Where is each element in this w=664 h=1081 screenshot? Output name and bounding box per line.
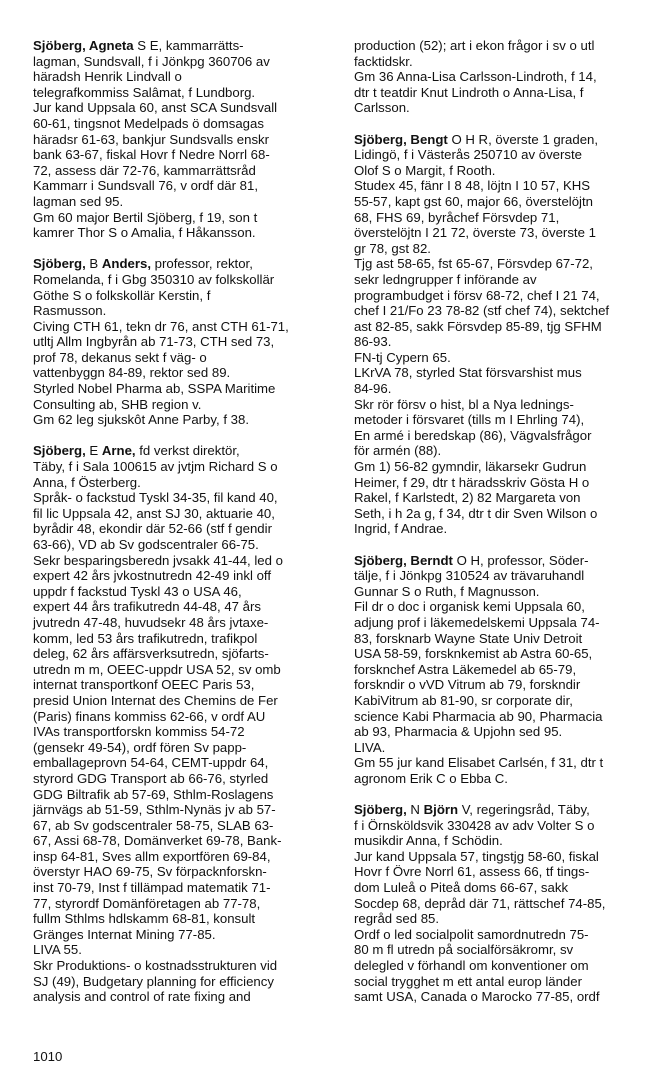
entry-name: Sjöberg, bbox=[33, 256, 86, 272]
entry-name: Sjöberg, bbox=[354, 802, 407, 818]
right-column bbox=[354, 38, 646, 1020]
entry-line: agronom Erik C o Ebba C. bbox=[354, 770, 508, 786]
entry-line: Gm 55 jur kand Elisabet Carlsén, f 31, dtr t bbox=[354, 755, 604, 771]
entry-line: GDG Biltrafik ab 57-69, Sthlm-Roslagens bbox=[33, 786, 274, 802]
entry-line: kamrer Thor S o Amalia, f Håkansson. bbox=[33, 225, 256, 241]
entry-line: programbudget i försv 68-72, chef I 21 74, bbox=[354, 287, 600, 303]
entry-line: utltj Allm Ingbyrån ab 71-73, CTH sed 73, bbox=[33, 334, 275, 350]
entry-line: Kammarr i Sundsvall 76, v ordf där 81, bbox=[33, 178, 259, 194]
entry-line: Jur kand Uppsala 57, tingstjg 58-60, fiskal bbox=[354, 848, 599, 864]
entry-name: Anders, bbox=[101, 256, 151, 272]
entry-line: Täby, f i Sala 100615 av jvtjm Richard S o bbox=[33, 459, 278, 475]
entry-line: 55-57, kapt gst 60, major 66, överstelöjtn bbox=[354, 193, 593, 209]
entry-line: Seth, i h 2a g, f 34, dtr t dir Sven Wilson o bbox=[354, 505, 598, 521]
entry-line: Rakel, f Karlstedt, 2) 82 Margareta von bbox=[354, 490, 581, 506]
entry-line: sekr ledngrupper f införande av bbox=[354, 271, 537, 287]
entry-text: V, regeringsråd, Täby, bbox=[458, 802, 590, 818]
entry-text: E bbox=[85, 443, 102, 459]
entry-line: byrådir 48, ekondir där 52-66 (stf f gendir bbox=[33, 521, 272, 537]
entry-line: LKrVA 78, styrled Stat försvarshist mus bbox=[354, 365, 582, 381]
entry-line: gr 78, gst 82. bbox=[354, 240, 431, 256]
entry-line: överstyr HAO 69-75, Sv förpacknforskn- bbox=[33, 864, 267, 880]
entry-line: Lidingö, f i Västerås 250710 av överste bbox=[354, 147, 582, 163]
entry-name: Björn bbox=[423, 802, 459, 818]
entry-line: 67, Assi 68-78, Domänverket 69-78, Bank- bbox=[33, 833, 282, 849]
biography-entry bbox=[354, 38, 646, 116]
entry-line: Anna, f Österberg. bbox=[33, 474, 141, 490]
entry-line: Carlsson. bbox=[354, 100, 410, 116]
entry-line: En armé i beredskap (86), Vägvalsfrågor bbox=[354, 427, 592, 443]
entry-line: 72, assess där 72-76, kammarrättsråd bbox=[33, 162, 256, 178]
entry-line: vattenbyggn 84-89, rektor sed 89. bbox=[33, 365, 231, 381]
entry-line: production (52); art i ekon frågor i sv o utl bbox=[354, 38, 595, 53]
entry-line: uppdr f fackstud Tyskl 43 o USA 46, bbox=[33, 583, 242, 599]
entry-line: Romelanda, f i Gbg 350310 av folkskollär bbox=[33, 271, 275, 287]
biography-entry bbox=[354, 132, 646, 537]
entry-line: dom Luleå o Piteå doms 66-67, sakk bbox=[354, 880, 569, 896]
entry-line: emballageprovn 54-64, CEMT-uppdr 64, bbox=[33, 755, 269, 771]
entry-line: forsknchef Astra Läkemedel ab 65-79, bbox=[354, 661, 577, 677]
entry-line: häradsh Henrik Lindvall o bbox=[33, 69, 182, 85]
entry-line: lagman, Sundsvall, f i Jönkpg 360706 av bbox=[33, 53, 270, 69]
entry-line: metoder i försvaret (tills m I Ehrling 74), bbox=[354, 412, 585, 428]
entry-line: chef I 21/Fo 23 78-82 (stf chef 74), sektchef bbox=[354, 303, 610, 319]
entry-line: Gm 1) 56-82 gymndir, läkarsekr Gudrun bbox=[354, 459, 587, 475]
entry-line: USA 58-59, forsknkemist ab Astra 60-65, bbox=[354, 646, 593, 662]
entry-line: fil lic Uppsala 42, anst SJ 30, aktuarie 40, bbox=[33, 505, 275, 521]
entry-line bbox=[354, 132, 646, 148]
entry-line: komm, led 53 års trafikutredn, trafikpol bbox=[33, 630, 258, 646]
entry-line: ab 93, Pharmacia & Upjohn sed 95. bbox=[354, 724, 563, 740]
entry-line: KabiVitrum ab 81-90, sr corporate dir, bbox=[354, 692, 573, 708]
entry-line: för armén (88). bbox=[354, 443, 442, 459]
entry-line: forskndir o vVD Vitrum ab 79, forskndir bbox=[354, 677, 581, 693]
biography-entry bbox=[33, 256, 325, 428]
entry-line: Olof S o Margit, f Rooth. bbox=[354, 162, 496, 178]
entry-line: Hovr f Övre Norrl 61, assess 66, tf tings- bbox=[354, 864, 590, 880]
entry-line: Styrled Nobel Pharma ab, SSPA Maritime bbox=[33, 381, 276, 397]
entry-line: facktidskr. bbox=[354, 53, 413, 69]
entry-line: Språk- o fackstud Tyskl 34-35, fil kand 40, bbox=[33, 490, 278, 506]
entry-text: B bbox=[85, 256, 102, 272]
entry-line: Socdep 68, depråd där 71, rättschef 74-85, bbox=[354, 895, 606, 911]
entry-text: fd verkst direktör, bbox=[135, 443, 240, 459]
entry-line bbox=[33, 256, 325, 272]
entry-line: styrord GDG Transport ab 66-76, styrled bbox=[33, 770, 269, 786]
entry-line: Göthe S o folkskollär Kerstin, f bbox=[33, 287, 211, 303]
entry-line: Gm 62 leg sjukskôt Anne Parby, f 38. bbox=[33, 412, 249, 428]
entry-line: bank 63-67, fiskal Hovr f Nedre Norrl 68- bbox=[33, 147, 270, 163]
entry-line: regråd sed 85. bbox=[354, 911, 440, 927]
entry-line: telegrafkommiss Salâmat, f Lundborg. bbox=[33, 84, 256, 100]
entry-line: Consulting ab, SHB region v. bbox=[33, 396, 202, 412]
entry-line: 86-93. bbox=[354, 334, 392, 350]
entry-line: Civing CTH 61, tekn dr 76, anst CTH 61-71, bbox=[33, 318, 289, 334]
entry-line: expert 42 års jvkostnutredn 42-49 inkl off bbox=[33, 568, 271, 584]
entry-line: LIVA. bbox=[354, 739, 386, 755]
entry-line: Gm 60 major Bertil Sjöberg, f 19, son t bbox=[33, 209, 258, 225]
entry-line: 67, ab Sv godscentraler 58-75, SLAB 63- bbox=[33, 817, 274, 833]
entry-line: adjung prof i läkemedelskemi Uppsala 74- bbox=[354, 614, 600, 630]
entry-line bbox=[354, 802, 646, 818]
entry-line: 77, styrordf Domänföretagen ab 77-78, bbox=[33, 895, 261, 911]
entry-line: prof 78, dekanus sekt f väg- o bbox=[33, 349, 207, 365]
entry-line: Ingrid, f Andrae. bbox=[354, 521, 448, 537]
entry-line: Gunnar S o Ruth, f Magnusson. bbox=[354, 583, 540, 599]
entry-line: IVAs transportforskn kommiss 54-72 bbox=[33, 724, 245, 740]
biography-entry bbox=[33, 443, 325, 1004]
entry-line: tälje, f i Jönkpg 310524 av trävaruhandl bbox=[354, 568, 585, 584]
entry-line bbox=[33, 443, 325, 459]
entry-line: (Paris) finans kommiss 62-66, v ordf AU bbox=[33, 708, 266, 724]
entry-line: Ordf o led socialpolit samordnutredn 75- bbox=[354, 926, 589, 942]
entry-name: Arne, bbox=[101, 443, 136, 459]
entry-line: insp 64-81, Sves allm exportfören 69-84, bbox=[33, 848, 271, 864]
entry-line: delegled v förhandl om konventioner om bbox=[354, 958, 589, 974]
entry-line: Fil dr o doc i organisk kemi Uppsala 60, bbox=[354, 599, 585, 615]
entry-line bbox=[354, 553, 646, 569]
entry-line: Skr rör försv o hist, bl a Nya lednings- bbox=[354, 396, 574, 412]
entry-line: dtr t teatdir Knut Lindroth o Anna-Lisa, f bbox=[354, 84, 584, 100]
entry-line: science Kabi Pharmacia ab 90, Pharmacia bbox=[354, 708, 603, 724]
entry-line: 80 m fl utredn på socialförsäkromr, sv bbox=[354, 942, 574, 958]
entry-line: jvutredn 47-48, huvudsekr 48 års jvtaxe- bbox=[33, 614, 269, 630]
entry-line: presid Union Internat des Chemins de Fer bbox=[33, 692, 278, 708]
entry-line: järnvägs ab 51-59, Sthlm-Nynäs jv ab 57- bbox=[33, 802, 276, 818]
biography-entry bbox=[354, 553, 646, 787]
entry-line: LIVA 55. bbox=[33, 942, 82, 958]
entry-line: musikdir Anna, f Schödin. bbox=[354, 833, 503, 849]
entry-line: social trygghet m ett antal europ länder bbox=[354, 973, 582, 989]
entry-line: 68, FHS 69, byråchef Försvdep 71, bbox=[354, 209, 560, 225]
entry-line: samt USA, Canada o Marocko 77-85, ordf bbox=[354, 989, 600, 1005]
left-column bbox=[33, 38, 325, 1020]
entry-line: 63-66), VD ab Sv godscentraler 66-75. bbox=[33, 537, 259, 552]
entry-line: Tjg ast 58-65, fst 65-67, Försvdep 67-72, bbox=[354, 256, 593, 272]
entry-line: FN-tj Cypern 65. bbox=[354, 349, 451, 365]
entry-name: Sjöberg, Berndt bbox=[354, 552, 453, 568]
entry-line: Gm 36 Anna-Lisa Carlsson-Lindroth, f 14, bbox=[354, 69, 597, 85]
entry-line: häradsr 61-63, bankjur Sundsvalls enskr bbox=[33, 131, 270, 147]
entry-text: professor, rektor, bbox=[151, 256, 253, 272]
entry-line: utredn m m, OEEC-uppdr USA 52, sv omb bbox=[33, 661, 281, 677]
entry-line: ast 82-85, sakk Försvdep 85-89, tjg SFHM bbox=[354, 318, 602, 334]
biography-entry bbox=[33, 38, 325, 241]
entry-line: internat transportkonf OEEC Paris 53, bbox=[33, 677, 255, 693]
entry-name: Sjöberg, Bengt bbox=[354, 131, 448, 147]
biography-entry bbox=[354, 802, 646, 1005]
entry-text: S E, kammarrätts- bbox=[133, 38, 244, 53]
entry-line: fullm Sthlms hdlskamm 68-81, konsult bbox=[33, 911, 256, 927]
page-number: 1010 bbox=[33, 1049, 63, 1064]
entry-line: deleg, 62 års affärsverksutredn, sjöfarts- bbox=[33, 646, 269, 662]
entry-line: Jur kand Uppsala 60, anst SCA Sundsvall bbox=[33, 100, 278, 116]
entry-line: expert 44 års trafikutredn 44-48, 47 års bbox=[33, 599, 261, 615]
entry-line: (gensekr 49-54), ordf fören Sv papp- bbox=[33, 739, 247, 755]
entry-line: Studex 45, fänr I 8 48, löjtn I 10 57, KHS bbox=[354, 178, 591, 194]
entry-text: N bbox=[406, 802, 424, 818]
entry-line: 84-96. bbox=[354, 381, 392, 397]
entry-text: O H R, överste 1 graden, bbox=[447, 131, 599, 147]
entry-line: analysis and control of rate fixing and bbox=[33, 989, 251, 1005]
entry-line bbox=[33, 38, 325, 54]
entry-line: Heimer, f 29, dtr t häradsskriv Gösta H o bbox=[354, 474, 590, 490]
entry-line: inst 70-79, Inst f tillämpad matematik 71- bbox=[33, 880, 271, 896]
entry-line: 83, forsknarb Wayne State Univ Detroit bbox=[354, 630, 583, 646]
entry-name: Sjöberg, Agneta bbox=[33, 38, 134, 53]
entry-line: 60-61, tingsnot Medelpads ö domsagas bbox=[33, 115, 264, 131]
entry-name: Sjöberg, bbox=[33, 443, 86, 459]
entry-line: lagman sed 95. bbox=[33, 193, 124, 209]
entry-line: överstelöjtn I 21 72, överste 73, överste 1 bbox=[354, 225, 596, 241]
entry-line: f i Örnsköldsvik 330428 av adv Volter S o bbox=[354, 817, 595, 833]
entry-line: Sekr besparingsberedn jvsakk 41-44, led o bbox=[33, 552, 283, 568]
entry-line: Rasmusson. bbox=[33, 303, 107, 319]
entry-line: Skr Produktions- o kostnadsstrukturen vid bbox=[33, 958, 278, 974]
entry-line: SJ (49), Budgetary planning for efficiency bbox=[33, 973, 274, 989]
entry-text: O H, professor, Söder- bbox=[452, 552, 589, 568]
entry-line: Gränges Internat Mining 77-85. bbox=[33, 926, 216, 942]
